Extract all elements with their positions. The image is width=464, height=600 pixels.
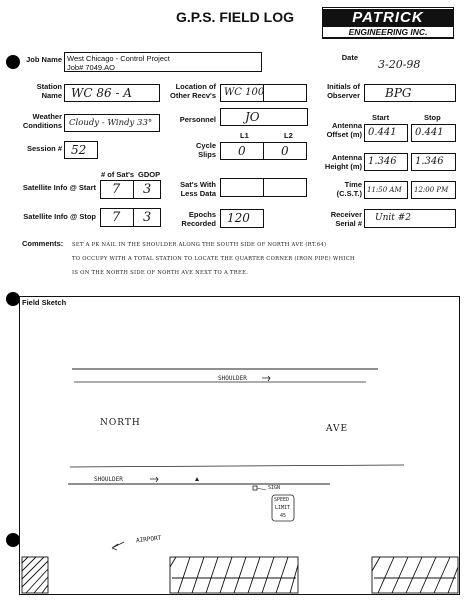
session-label: Session # [26,144,62,153]
location-value: WC 100 [224,87,265,98]
logo-name: PATRICK [323,9,453,27]
street-name-north: NORTH [100,418,141,428]
station-name-label-2: Name [41,91,62,100]
sign-label: SIGN [268,485,281,491]
speed-limit-line-3: 45 [280,513,287,519]
num-sats-header: # of Sat's [101,170,135,179]
location-label-1: Location of [175,82,216,91]
shoulder-label-bottom: SHOULDER [94,476,123,483]
cycle-slips-label-2: Slips [198,150,216,159]
time-stop-value: 12:00 PM [414,186,449,194]
l2-header: L2 [284,131,293,140]
antenna-offset-label-2: Offset (m) [326,130,362,139]
building-center [170,557,298,593]
job-name-value-line2: Job# 7049.AO [67,63,115,72]
field-sketch-label: Field Sketch [22,298,67,307]
sat-info-stop-label: Satellite Info @ Stop [23,212,96,221]
sign-leader [257,488,266,490]
speed-limit-line-2: LIMIT [275,505,291,511]
shoulder-arrow-bottom [150,477,158,482]
comment-line-3: IS ON THE NORTH SIDE OF NORTH AVE NEXT TO A TREE. [72,270,249,276]
sats-less-data-label-2: Less Data [180,189,216,198]
weather-value: Cloudy - Windy 33° [69,118,153,128]
antenna-height-label-2: Height (m) [324,162,362,171]
job-name-label: Job Name [26,55,62,64]
receiver-label-1: Receiver [330,210,362,219]
stop-header: Stop [424,113,441,122]
time-start-value: 11:50 AM [367,186,402,194]
comment-line-1: SET A PK NAIL IN THE SHOULDER ALONG THE SOUTH SIDE OF NORTH AVE (RT.64) [72,242,327,248]
station-name-label-1: Station [36,82,62,91]
sign-post [253,486,257,490]
antenna-offset-label-1: Antenna [332,121,362,130]
date-value: 3-20-98 [378,58,421,71]
session-value: 52 [71,143,87,157]
comment-line-2: TO OCCUPY WITH A TOTAL STATION TO LOCATE THE QUARTER CORNER (IRON PIPE) WHICH [72,256,355,262]
antenna-height-stop-value: 1.346 [415,156,444,167]
street-name-ave: AVE [326,424,349,434]
receiver-value: Unit #2 [375,213,412,223]
sats-start-value: 7 [112,182,121,197]
edge-line-south [70,465,404,467]
weather-label-1: Weather [32,112,62,121]
start-header: Start [372,113,390,122]
shoulder-arrow-top [262,376,270,381]
cycle-l2-value: 0 [281,144,289,158]
time-label-2: (C.S.T.) [336,189,362,198]
epochs-label-2: Recorded [181,219,216,228]
gdop-start-value: 3 [143,182,152,197]
location-label-2: Other Recv's [170,91,216,100]
station-name-value: WC 86 - A [71,86,132,100]
job-name-value-line1: West Chicago - Control Project [67,54,170,63]
antenna-offset-start-value: 0.441 [368,127,397,138]
l1-header: L1 [240,131,249,140]
form-title: G.P.S. FIELD LOG [176,9,294,25]
receiver-label-2: Serial # [335,219,362,228]
epochs-label-1: Epochs [188,210,216,219]
shoulder-label-top: SHOULDER [218,375,247,382]
speed-limit-line-1: SPEED [274,497,290,503]
gdop-stop-value: 3 [143,210,152,225]
nail-marker [195,477,199,481]
antenna-height-start-value: 1.346 [368,156,397,167]
sat-info-start-label: Satellite Info @ Start [22,183,96,192]
cycle-l1-value: 0 [238,144,246,158]
airport-label: AIRPORT [135,534,162,545]
initials-label-1: Initials of [327,82,360,91]
time-label-1: Time [344,180,362,189]
logo-subtitle: ENGINEERING INC. [323,28,453,39]
gdop-header: GDOP [138,170,161,179]
epochs-value: 120 [227,211,250,225]
initials-label-2: Observer [327,91,360,100]
personnel-label: Personnel [179,115,216,124]
date-label: Date [341,53,358,62]
building-right [372,557,458,593]
personnel-value: JO [245,110,260,124]
comments-label: Comments: [22,239,64,248]
sats-stop-value: 7 [112,210,121,225]
weather-label-2: Conditions [22,121,62,130]
antenna-offset-stop-value: 0.441 [415,127,444,138]
cycle-slips-label-1: Cycle [195,141,216,150]
airport-arrow [112,542,124,550]
sats-less-data-label-1: Sat's With [180,180,216,189]
building-left [22,557,48,593]
antenna-height-label-1: Antenna [332,153,362,162]
initials-value: BPG [385,86,412,100]
